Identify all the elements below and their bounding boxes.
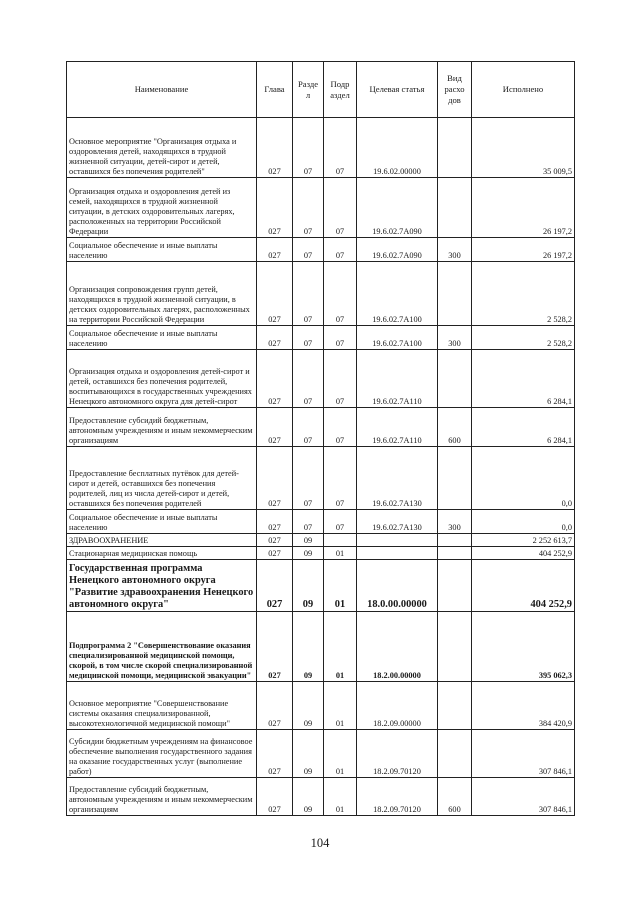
page-number: 104 (310, 836, 330, 850)
row-expense-type (438, 350, 472, 408)
row-name: Предоставление субсидий бюджетным, автономным учреждениям и иным некоммерческим организациям (67, 408, 257, 447)
row-name: Предоставление бесплатных путёвок для детей-сирот и детей, оставшихся без попечения родителей, лиц из числа детей-сирот и детей, оставшихся без попечения родителей (67, 447, 257, 510)
row-target: 19.6.02.7А110 (357, 350, 438, 408)
table-row (67, 730, 575, 778)
row-subsection: 01 (324, 682, 357, 730)
row-chapter: 027 (257, 408, 293, 447)
row-section: 07 (293, 350, 324, 408)
row-expense-type (438, 612, 472, 682)
row-subsection: 07 (324, 326, 357, 350)
row-section: 07 (293, 447, 324, 510)
row-executed: 2 252 613,7 (472, 534, 575, 547)
table-row (67, 612, 575, 682)
row-executed: 2 528,2 (472, 326, 575, 350)
row-expense-type: 600 (438, 408, 472, 447)
row-name: Социальное обеспечение и иные выплаты населению (67, 238, 257, 262)
table-row (67, 682, 575, 730)
row-chapter: 027 (257, 178, 293, 238)
row-subsection: 01 (324, 730, 357, 778)
row-name: Организация отдыха и оздоровления детей из семей, находящихся в трудной жизненной ситуации, в детских оздоровительных лагерях, расположенных на территории Российской Федерации (67, 178, 257, 238)
row-section: 09 (293, 612, 324, 682)
row-section: 09 (293, 682, 324, 730)
row-executed: 404 252,9 (472, 560, 575, 612)
row-target: 18.2.00.00000 (357, 612, 438, 682)
row-chapter: 027 (257, 510, 293, 534)
row-executed: 307 846,1 (472, 730, 575, 778)
header-target: Целевая статья (357, 62, 438, 118)
table-row (67, 350, 575, 408)
row-executed: 35 009,5 (472, 118, 575, 178)
row-target: 19.6.02.7А090 (357, 178, 438, 238)
table-row (67, 447, 575, 510)
row-expense-type: 300 (438, 510, 472, 534)
row-target: 18.2.09.00000 (357, 682, 438, 730)
row-target: 19.6.02.7А110 (357, 408, 438, 447)
row-chapter: 027 (257, 547, 293, 560)
row-executed: 384 420,9 (472, 682, 575, 730)
header-expense-type: Вид расхо дов (438, 62, 472, 118)
row-chapter: 027 (257, 326, 293, 350)
row-subsection: 07 (324, 510, 357, 534)
row-expense-type (438, 118, 472, 178)
row-subsection: 01 (324, 547, 357, 560)
row-subsection: 01 (324, 560, 357, 612)
header-name: Наименование (67, 62, 257, 118)
row-target: 19.6.02.7А090 (357, 238, 438, 262)
row-executed: 6 284,1 (472, 350, 575, 408)
table-row (67, 560, 575, 612)
header-subsection: Подр аздел (324, 62, 357, 118)
row-executed: 6 284,1 (472, 408, 575, 447)
row-expense-type (438, 560, 472, 612)
row-target (357, 547, 438, 560)
row-subsection: 07 (324, 262, 357, 326)
row-chapter: 027 (257, 262, 293, 326)
table-row (67, 547, 575, 560)
row-executed: 0,0 (472, 447, 575, 510)
row-section: 07 (293, 118, 324, 178)
row-subsection (324, 534, 357, 547)
row-section: 07 (293, 262, 324, 326)
row-chapter: 027 (257, 447, 293, 510)
row-chapter: 027 (257, 118, 293, 178)
row-chapter: 027 (257, 560, 293, 612)
row-name: ЗДРАВООХРАНЕНИЕ (67, 534, 257, 547)
row-subsection: 07 (324, 350, 357, 408)
row-subsection: 07 (324, 408, 357, 447)
row-target: 19.6.02.7А130 (357, 510, 438, 534)
row-name: Социальное обеспечение и иные выплаты населению (67, 326, 257, 350)
table-row (67, 118, 575, 178)
table-row (67, 408, 575, 447)
row-section: 07 (293, 178, 324, 238)
row-name: Социальное обеспечение и иные выплаты населению (67, 510, 257, 534)
row-name: Основное мероприятие "Организация отдыха и оздоровления детей, находящихся в трудной жизненной ситуации, детей-сирот и детей, оставшихся без попечения родителей" (67, 118, 257, 178)
row-name: Организация сопровождения групп детей, находящихся в трудной жизненной ситуации, в детских оздоровительных лагерях, расположенных на территории Российской Федерации (67, 262, 257, 326)
row-target (357, 534, 438, 547)
row-chapter: 027 (257, 350, 293, 408)
row-executed: 307 846,1 (472, 778, 575, 816)
row-subsection: 01 (324, 778, 357, 816)
row-expense-type (438, 262, 472, 326)
row-executed: 0,0 (472, 510, 575, 534)
row-name: Субсидии бюджетным учреждениям на финансовое обеспечение выполнения государственного задания на оказание государственных услуг (выполнение работ) (67, 730, 257, 778)
row-chapter: 027 (257, 534, 293, 547)
budget-table (66, 61, 575, 816)
row-executed: 26 197,2 (472, 238, 575, 262)
row-subsection: 07 (324, 118, 357, 178)
row-section: 07 (293, 238, 324, 262)
row-executed: 26 197,2 (472, 178, 575, 238)
header-executed: Исполнено (472, 62, 575, 118)
row-section: 07 (293, 326, 324, 350)
row-target: 19.6.02.7А130 (357, 447, 438, 510)
row-target: 18.0.00.00000 (357, 560, 438, 612)
row-section: 09 (293, 547, 324, 560)
row-target: 18.2.09.70120 (357, 730, 438, 778)
row-section: 07 (293, 408, 324, 447)
row-name: Подпрограмма 2 "Совершенствование оказания специализированной медицинской помощи, скорой, в том числе скорой специализированной медицинской помощи, медицинской эвакуации" (67, 612, 257, 682)
row-name: Стационарная медицинская помощь (67, 547, 257, 560)
row-expense-type (438, 730, 472, 778)
table-row (67, 262, 575, 326)
row-expense-type (438, 547, 472, 560)
row-section: 09 (293, 778, 324, 816)
row-expense-type (438, 534, 472, 547)
row-chapter: 027 (257, 778, 293, 816)
row-target: 19.6.02.7А100 (357, 262, 438, 326)
row-expense-type (438, 682, 472, 730)
row-name: Предоставление субсидий бюджетным, автономным учреждениям и иным некоммерческим организациям (67, 778, 257, 816)
row-expense-type (438, 447, 472, 510)
table-row (67, 178, 575, 238)
row-chapter: 027 (257, 730, 293, 778)
row-section: 09 (293, 560, 324, 612)
row-section: 09 (293, 534, 324, 547)
row-subsection: 01 (324, 612, 357, 682)
header-section: Разде л (293, 62, 324, 118)
table-header-row (67, 62, 575, 118)
row-name: Организация отдыха и оздоровления детей-сирот и детей, оставшихся без попечения родителей, воспитывающихся в государственных учреждениях Ненецкого автономного округа для детей-сирот (67, 350, 257, 408)
table-row (67, 534, 575, 547)
row-subsection: 07 (324, 178, 357, 238)
row-executed: 2 528,2 (472, 262, 575, 326)
row-expense-type: 600 (438, 778, 472, 816)
row-expense-type (438, 178, 472, 238)
row-target: 19.6.02.00000 (357, 118, 438, 178)
table-row (67, 510, 575, 534)
header-chapter: Глава (257, 62, 293, 118)
row-expense-type: 300 (438, 238, 472, 262)
table-row (67, 326, 575, 350)
row-expense-type: 300 (438, 326, 472, 350)
row-executed: 395 062,3 (472, 612, 575, 682)
table-row (67, 238, 575, 262)
row-name: Государственная программа Ненецкого автономного округа "Развитие здравоохранения Ненецкого автономного округа" (67, 560, 257, 612)
row-chapter: 027 (257, 612, 293, 682)
row-subsection: 07 (324, 238, 357, 262)
row-chapter: 027 (257, 682, 293, 730)
row-target: 19.6.02.7А100 (357, 326, 438, 350)
row-executed: 404 252,9 (472, 547, 575, 560)
row-chapter: 027 (257, 238, 293, 262)
table-row (67, 778, 575, 816)
row-section: 09 (293, 730, 324, 778)
row-section: 07 (293, 510, 324, 534)
row-target: 18.2.09.70120 (357, 778, 438, 816)
row-subsection: 07 (324, 447, 357, 510)
row-name: Основное мероприятие "Совершенствование системы оказания специализированной, высокотехнологичной медицинской помощи" (67, 682, 257, 730)
